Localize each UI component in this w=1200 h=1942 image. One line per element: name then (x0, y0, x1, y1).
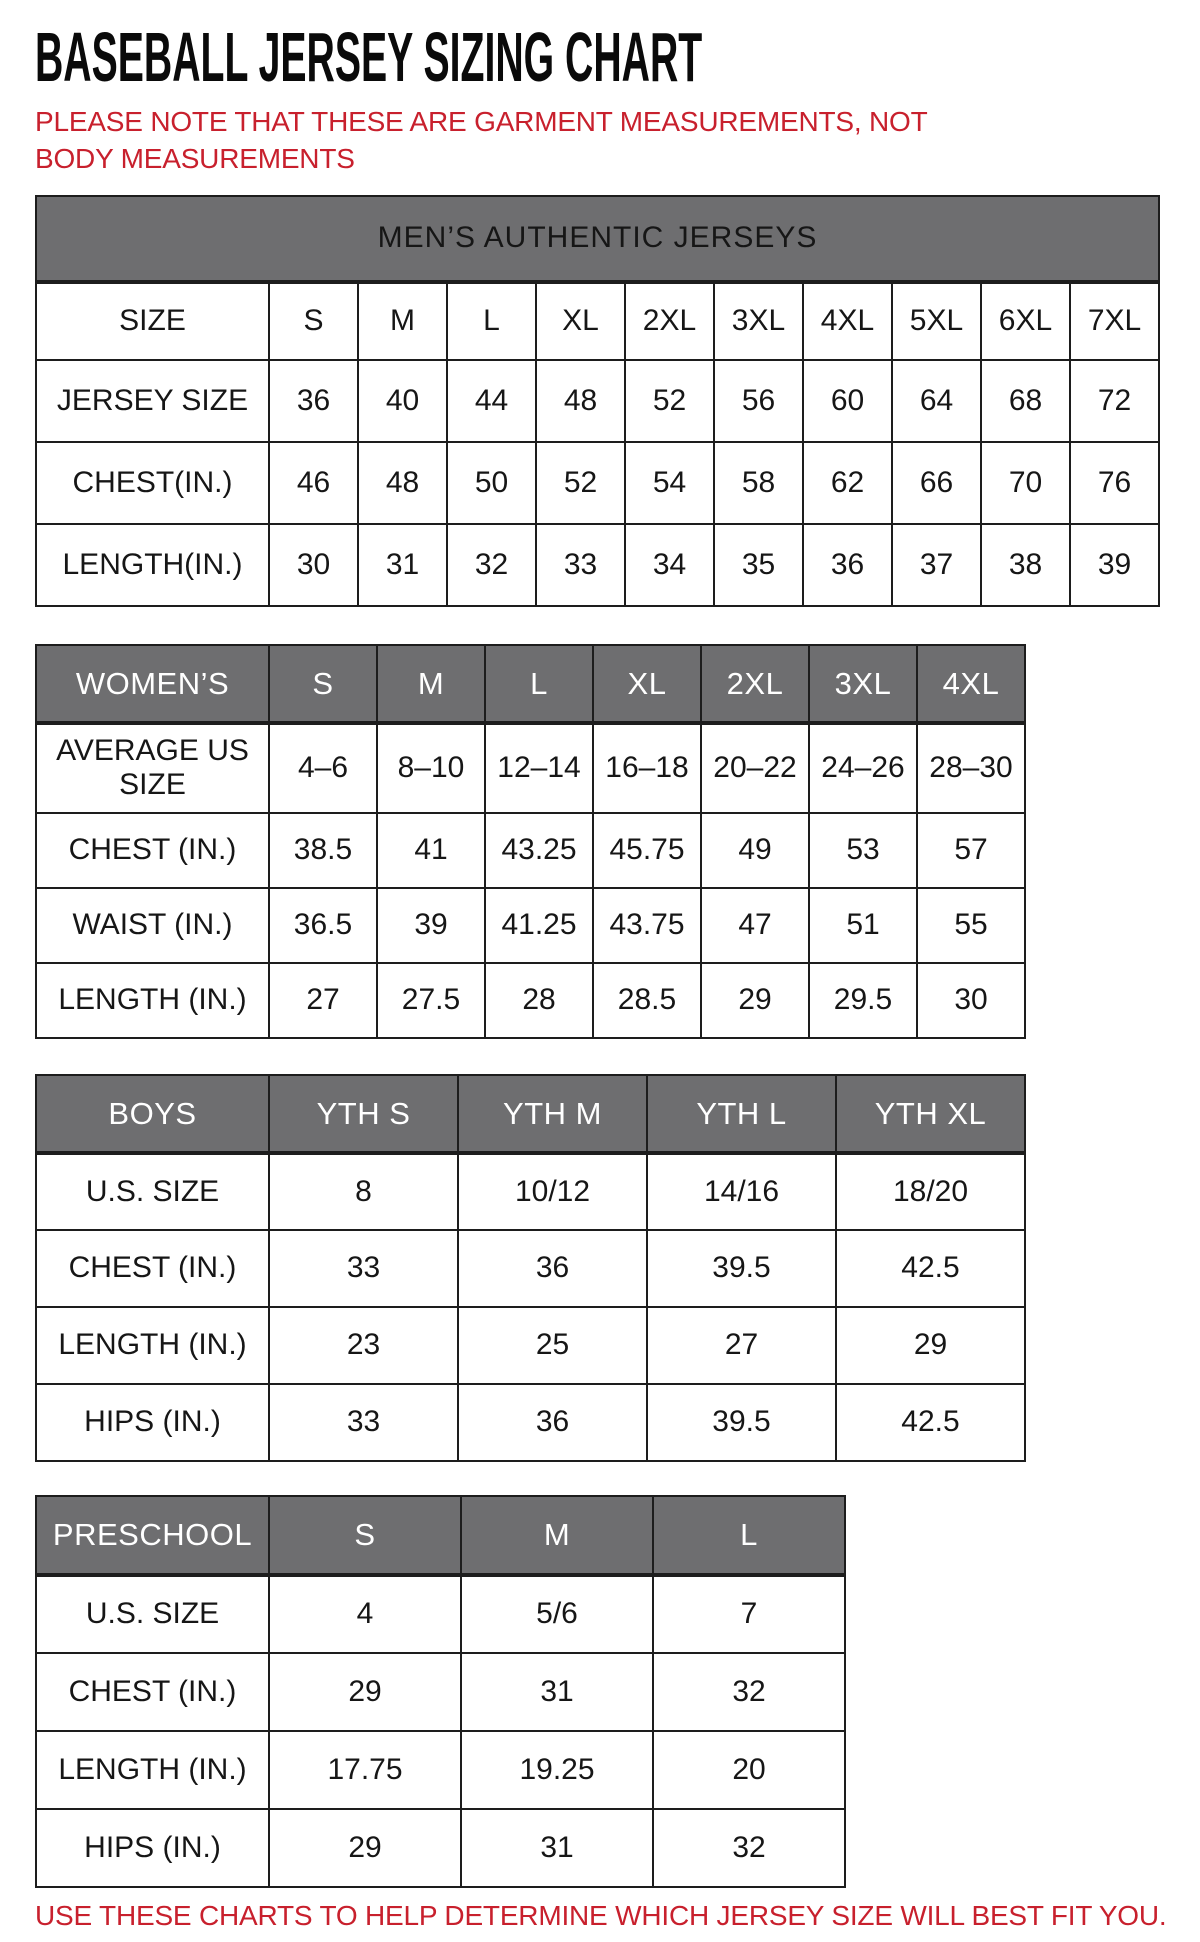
column-header-cell: 7XL (1070, 282, 1159, 360)
value-cell: 44 (447, 360, 536, 442)
value-cell: 48 (358, 442, 447, 524)
value-cell: 39.5 (647, 1384, 836, 1461)
column-header-cell: XL (536, 282, 625, 360)
value-cell: 5/6 (461, 1575, 653, 1653)
value-cell: 51 (809, 888, 917, 963)
column-header-cell: S (269, 1496, 461, 1575)
column-header-cell: M (461, 1496, 653, 1575)
value-cell: 25 (458, 1307, 647, 1384)
row-label-cell: CHEST (IN.) (36, 1653, 269, 1731)
page-title: BASEBALL JERSEY SIZING CHART (35, 18, 703, 96)
value-cell: 14/16 (647, 1153, 836, 1230)
value-cell: 36 (803, 524, 892, 606)
value-cell: 8 (269, 1153, 458, 1230)
column-header-cell: 2XL (701, 645, 809, 723)
value-cell: 52 (625, 360, 714, 442)
value-cell: 54 (625, 442, 714, 524)
womens-sizing-table (35, 644, 1026, 1039)
value-cell: 50 (447, 442, 536, 524)
row-label-cell: CHEST (IN.) (36, 813, 269, 888)
value-cell: 32 (653, 1653, 845, 1731)
column-header-cell: M (377, 645, 485, 723)
row-label-cell: LENGTH (IN.) (36, 963, 269, 1038)
value-cell: 58 (714, 442, 803, 524)
value-cell: 72 (1070, 360, 1159, 442)
column-header-cell: M (358, 282, 447, 360)
value-cell: 42.5 (836, 1384, 1025, 1461)
value-cell: 4 (269, 1575, 461, 1653)
value-cell: 32 (653, 1809, 845, 1887)
value-cell: 42.5 (836, 1230, 1025, 1307)
value-cell: 29 (836, 1307, 1025, 1384)
value-cell: 41 (377, 813, 485, 888)
column-header-cell: 6XL (981, 282, 1070, 360)
mens-sizing-table (35, 195, 1160, 607)
row-label-cell: WAIST (IN.) (36, 888, 269, 963)
value-cell: 39.5 (647, 1230, 836, 1307)
value-cell: 27 (269, 963, 377, 1038)
column-header-cell: YTH M (458, 1075, 647, 1153)
value-cell: 30 (917, 963, 1025, 1038)
value-cell: 29 (269, 1809, 461, 1887)
column-header-cell: WOMEN’S (36, 645, 269, 723)
value-cell: 31 (461, 1809, 653, 1887)
value-cell: 52 (536, 442, 625, 524)
row-label-cell: CHEST (IN.) (36, 1230, 269, 1307)
value-cell: 32 (447, 524, 536, 606)
column-header-cell: YTH S (269, 1075, 458, 1153)
row-label-cell: LENGTH(IN.) (36, 524, 269, 606)
value-cell: 70 (981, 442, 1070, 524)
value-cell: 34 (625, 524, 714, 606)
value-cell: 12–14 (485, 723, 593, 813)
value-cell: 40 (358, 360, 447, 442)
value-cell: 55 (917, 888, 1025, 963)
value-cell: 36 (269, 360, 358, 442)
column-header-cell: L (653, 1496, 845, 1575)
value-cell: 20–22 (701, 723, 809, 813)
row-label-cell: JERSEY SIZE (36, 360, 269, 442)
value-cell: 23 (269, 1307, 458, 1384)
value-cell: 57 (917, 813, 1025, 888)
value-cell: 66 (892, 442, 981, 524)
boys-sizing-table (35, 1074, 1026, 1462)
table-banner: MEN’S AUTHENTIC JERSEYS (36, 196, 1159, 282)
column-header-cell: 2XL (625, 282, 714, 360)
value-cell: 27.5 (377, 963, 485, 1038)
value-cell: 43.25 (485, 813, 593, 888)
column-header-cell: 4XL (803, 282, 892, 360)
value-cell: 43.75 (593, 888, 701, 963)
value-cell: 39 (377, 888, 485, 963)
value-cell: 29 (701, 963, 809, 1038)
value-cell: 53 (809, 813, 917, 888)
column-header-cell: S (269, 282, 358, 360)
value-cell: 28.5 (593, 963, 701, 1038)
value-cell: 36 (458, 1384, 647, 1461)
column-header-cell: XL (593, 645, 701, 723)
value-cell: 36 (458, 1230, 647, 1307)
row-label-cell: U.S. SIZE (36, 1153, 269, 1230)
value-cell: 30 (269, 524, 358, 606)
column-header-cell: L (485, 645, 593, 723)
column-header-cell: S (269, 645, 377, 723)
value-cell: 45.75 (593, 813, 701, 888)
value-cell: 76 (1070, 442, 1159, 524)
row-label-cell: CHEST(IN.) (36, 442, 269, 524)
row-label-cell: AVERAGE US SIZE (36, 723, 269, 813)
value-cell: 49 (701, 813, 809, 888)
value-cell: 28–30 (917, 723, 1025, 813)
measurement-note: PLEASE NOTE THAT THESE ARE GARMENT MEASUREMENTS, NOT BODY MEASUREMENTS (35, 106, 928, 174)
value-cell: 62 (803, 442, 892, 524)
value-cell: 35 (714, 524, 803, 606)
column-header-cell: 3XL (714, 282, 803, 360)
value-cell: 7 (653, 1575, 845, 1653)
row-label-cell: HIPS (IN.) (36, 1809, 269, 1887)
value-cell: 68 (981, 360, 1070, 442)
column-header-cell: YTH L (647, 1075, 836, 1153)
value-cell: 18/20 (836, 1153, 1025, 1230)
value-cell: 20 (653, 1731, 845, 1809)
value-cell: 17.75 (269, 1731, 461, 1809)
value-cell: 33 (269, 1230, 458, 1307)
row-label-cell: LENGTH (IN.) (36, 1307, 269, 1384)
value-cell: 41.25 (485, 888, 593, 963)
column-header-cell: BOYS (36, 1075, 269, 1153)
column-header-cell: 4XL (917, 645, 1025, 723)
value-cell: 36.5 (269, 888, 377, 963)
value-cell: 60 (803, 360, 892, 442)
column-header-cell: 5XL (892, 282, 981, 360)
value-cell: 38.5 (269, 813, 377, 888)
value-cell: 56 (714, 360, 803, 442)
row-label-cell: LENGTH (IN.) (36, 1731, 269, 1809)
value-cell: 33 (536, 524, 625, 606)
value-cell: 10/12 (458, 1153, 647, 1230)
row-label-cell: HIPS (IN.) (36, 1384, 269, 1461)
column-header-cell: L (447, 282, 536, 360)
footer-note: USE THESE CHARTS TO HELP DETERMINE WHICH JERSEY SIZE WILL BEST FIT YOU. (35, 1899, 1167, 1931)
value-cell: 24–26 (809, 723, 917, 813)
value-cell: 37 (892, 524, 981, 606)
value-cell: 64 (892, 360, 981, 442)
row-label-cell: U.S. SIZE (36, 1575, 269, 1653)
value-cell: 31 (461, 1653, 653, 1731)
column-header-cell: 3XL (809, 645, 917, 723)
value-cell: 33 (269, 1384, 458, 1461)
value-cell: 29.5 (809, 963, 917, 1038)
value-cell: 48 (536, 360, 625, 442)
preschool-sizing-table (35, 1495, 846, 1888)
value-cell: 29 (269, 1653, 461, 1731)
value-cell: 47 (701, 888, 809, 963)
column-header-cell: PRESCHOOL (36, 1496, 269, 1575)
value-cell: 27 (647, 1307, 836, 1384)
value-cell: 16–18 (593, 723, 701, 813)
column-header-cell: SIZE (36, 282, 269, 360)
value-cell: 4–6 (269, 723, 377, 813)
value-cell: 8–10 (377, 723, 485, 813)
column-header-cell: YTH XL (836, 1075, 1025, 1153)
value-cell: 31 (358, 524, 447, 606)
value-cell: 19.25 (461, 1731, 653, 1809)
value-cell: 46 (269, 442, 358, 524)
value-cell: 28 (485, 963, 593, 1038)
value-cell: 38 (981, 524, 1070, 606)
value-cell: 39 (1070, 524, 1159, 606)
